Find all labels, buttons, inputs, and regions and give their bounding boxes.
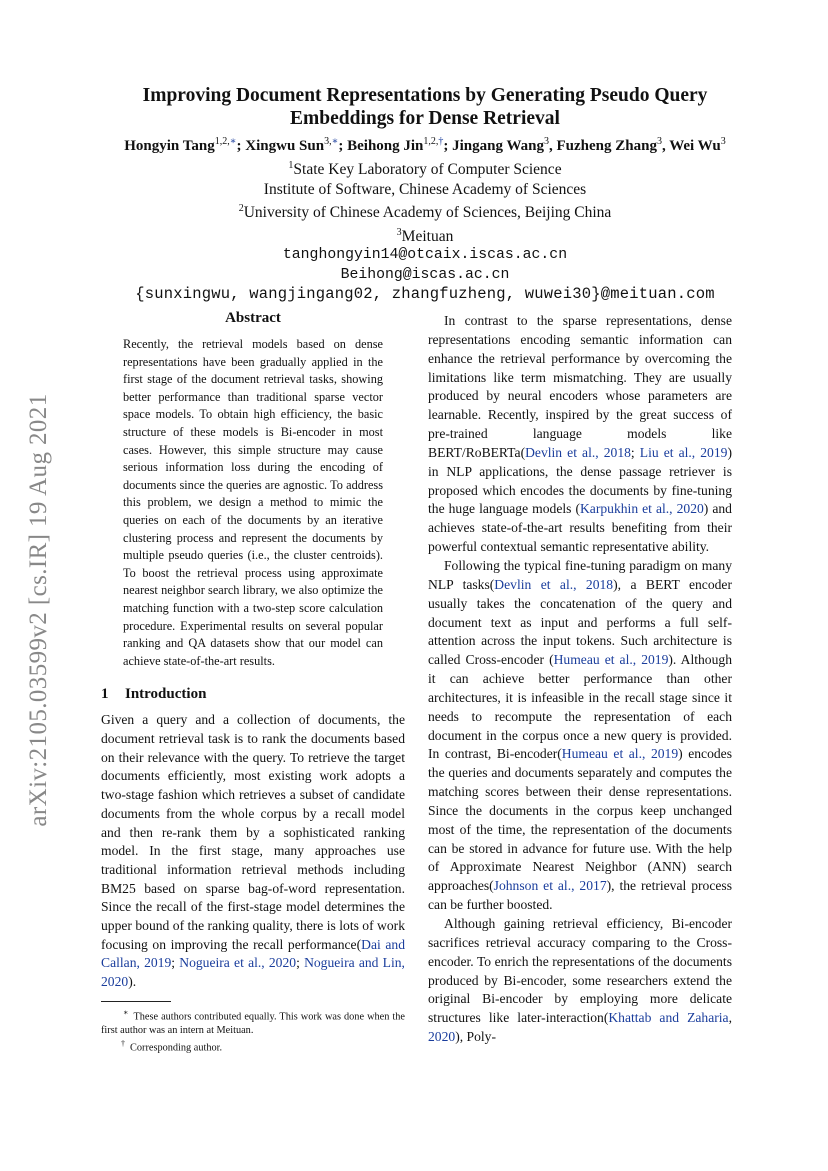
affiliation-1-detail: Institute of Software, Chinese Academy of Sciences bbox=[263, 180, 587, 198]
affiliation-3: $^3$Meituan bbox=[396, 226, 454, 245]
citation-link[interactable]: 2020 bbox=[428, 1029, 456, 1045]
email-group: {sunxingwu, wangjingang02, zhangfuzheng, wuwei30}@meituan.com bbox=[135, 285, 715, 304]
citation-link[interactable]: Nogueira et al., 2020 bbox=[179, 955, 297, 971]
author: Fuzheng Zhang$^3$, bbox=[556, 136, 670, 154]
left-column bbox=[101, 310, 405, 1055]
affiliation-2: $^2$University of Chinese Academy of Sciences, Beijing China bbox=[238, 203, 612, 222]
email-1: tanghongyin14@otcaix.iscas.ac.cn bbox=[282, 247, 568, 264]
title-line-2: Embeddings for Dense Retrieval bbox=[290, 108, 560, 129]
paper-title bbox=[90, 84, 760, 130]
author: Beihong Jin$^{1,2,\dagger}$; bbox=[347, 136, 453, 154]
citation-link[interactable]: Humeau et al., 2019 bbox=[561, 746, 679, 762]
author-list bbox=[90, 136, 760, 155]
section-heading-introduction bbox=[101, 686, 405, 703]
arxiv-identifier: arXiv:2105.03599v2 [cs.IR] 19 Aug 2021 bbox=[25, 393, 52, 827]
section-title: Introduction bbox=[125, 686, 207, 703]
section-number: 1 bbox=[101, 686, 109, 703]
paper-header bbox=[90, 84, 760, 305]
body-paragraph: Although gaining retrieval efficiency, Bi-encoder sacrifices retrieval accuracy comparing to the Cross-encoder. To enrich the representations of the documents produced by Bi-encoder, some researchers extend the original Bi-encoder by employing more delicate structures like later-interaction(Khattab and Zaharia, 2020), Poly- bbox=[428, 916, 732, 1045]
abstract-heading: Abstract bbox=[225, 310, 281, 326]
citation-link[interactable]: Humeau et al., 2019 bbox=[553, 652, 669, 668]
citation-link[interactable]: Khattab and Zaharia bbox=[608, 1010, 729, 1026]
intro-paragraph-1: Given a query and a collection of documents, the document retrieval task is to rank the documents based on their relevance with the query. To retrieve the target documents efficiently, most existing work adopts a two-stage fashion which retrieves a subset of candidate documents from the whole corpus by a recall model and then re-rank them by a sophisticated ranking model. In the first stage, many approaches use traditional information retrieval methods including BM25 based on sparse bag-of-word representation. Since the recall of the first-stage model determines the upper bound of the ranking quality, there is lots of work focusing on improving the recall performance(Dai and Callan, 2019; Nogueira et al., 2020; Nogueira and Lin, 2020). bbox=[101, 712, 405, 990]
email-2: Beihong@iscas.ac.cn bbox=[340, 266, 510, 283]
footnote-mark[interactable]: ∗ bbox=[229, 136, 237, 147]
right-column bbox=[428, 312, 732, 1047]
title-line-1: Improving Document Representations by Generating Pseudo Query bbox=[142, 85, 708, 106]
affiliation-1: $^1$State Key Laboratory of Computer Science bbox=[288, 160, 562, 179]
author: Wei Wu$^3$ bbox=[669, 136, 726, 154]
author: Xingwu Sun$^{3,∗}$; bbox=[245, 136, 348, 154]
body-paragraph: In contrast to the sparse representations, dense representations encoding semantic information can enhance the retrieval performance by overcoming the limitations like term mismatching. They are usually produced by neural encoders whose parameters are learnable. Recently, inspired by the great success of pre-trained language models like BERT/RoBERTa(Devlin et al., 2018; Liu et al., 2019) in NLP applications, the dense passage retriever is proposed which encodes the documents by fine-tuning the huge language models (Karpukhin et al., 2020) and achieves state-of-the-art results benefiting from their powerful contextual semantic representative ability. bbox=[428, 313, 732, 555]
citation-link[interactable]: Dai and Callan, 2019 bbox=[101, 936, 405, 971]
citation-link[interactable]: Devlin et al., 2018 bbox=[525, 444, 631, 460]
footnote-2: † Corresponding author. bbox=[121, 1039, 223, 1054]
author: Hongyin Tang$^{1,2,∗}$; bbox=[124, 136, 246, 154]
author: Jingang Wang$^3$, bbox=[452, 136, 557, 154]
arxiv-sidebar bbox=[24, 370, 54, 850]
citation-link[interactable]: Devlin et al., 2018 bbox=[494, 576, 614, 592]
citation-link[interactable]: Nogueira and Lin, 2020 bbox=[101, 955, 405, 990]
abstract-text: Recently, the retrieval models based on dense representations have been gradually applied in the first stage of the document retrieval tasks, showing better performance than traditional sparse vector space models. To obtain high efficiency, the basic structure of these models is Bi-encoder in most cases. However, this simple structure may cause serious information loss during the encoding of documents since the queries are agnostic. To address this problem, we design a method to mimic the queries on each of the documents by an iterative clustering process and represent the documents by multiple pseudo queries (i.e., the cluster centroids). To boost the retrieval process using approximate nearest neighbor search library, we also optimize the matching function with a two-step score calculation procedure. Experimental results on several popular ranking and QA datasets show that our model can achieve state-of-the-art results. bbox=[123, 337, 383, 668]
footnote-mark[interactable]: ∗ bbox=[331, 136, 339, 147]
footnote-1: ∗ These authors contributed equally. This work was done when the first author was an intern at Meituan. bbox=[101, 1007, 405, 1036]
footnote-mark[interactable]: † bbox=[438, 136, 444, 147]
citation-link[interactable]: Liu et al., 2019 bbox=[639, 444, 728, 460]
citation-link[interactable]: Johnson et al., 2017 bbox=[493, 878, 607, 894]
footnote-divider bbox=[101, 1001, 171, 1002]
body-paragraph: Following the typical fine-tuning paradigm on many NLP tasks(Devlin et al., 2018), a BERT encoder usually takes the concatenation of the query and document text as input and performs a full self-attention across the input tokens. Such architecture is called Cross-encoder (Humeau et al., 2019). Although it can achieve better performance than other architectures, it is infeasible in the recall stage since it needs to recompute the representation of each document in the corpus once a new query is provided. In contrast, Bi-encoder(Humeau et al., 2019) encodes the queries and documents separately and computes the matching scores between their dense representations. Since the documents in the corpus keep unchanged most of the time, the representation of the documents can be stored in advance for future use. With the help of Approximate Nearest Neighbor (ANN) search approaches(Johnson et al., 2017), the retrieval process can be further boosted. bbox=[428, 557, 733, 913]
citation-link[interactable]: Karpukhin et al., 2020 bbox=[579, 501, 704, 517]
